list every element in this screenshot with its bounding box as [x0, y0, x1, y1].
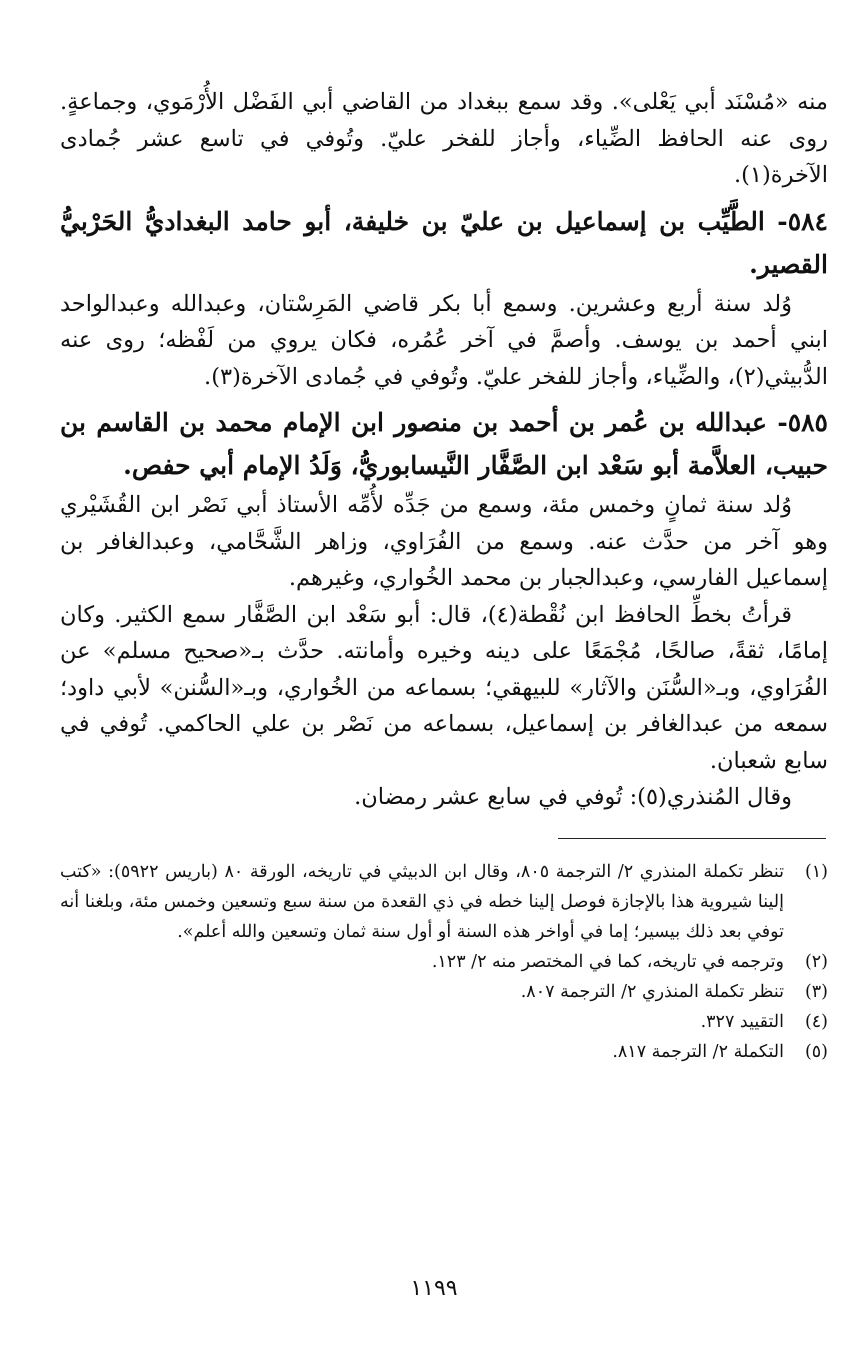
footnote-text: التقييد ٣٢٧. — [700, 1011, 784, 1032]
footnotes-section — [60, 857, 828, 1067]
paragraph-entry-585-body-2: قرأتُ بخطِّ الحافظ ابن نُقْطة(٤)، قال: أبو سَعْد ابن الصَّفَّار سمع الكثير. وكان إمامًا، ثقةً، صالحًا، مُجْمَعًا على دينه وخيره وأمانته. حدَّث بـ«صحيح مسلم» عن الفُرَاوي، وبـ«السُّنَن والآثار» للبيهقي؛ بسماعه من الخُواري، وبـ«السُّنن» لأبي داود؛ سمعه من عبدالغافر بن إسماعيل، بسماعه من نَصْر بن علي الحاكمي. تُوفي في سابع شعبان. — [60, 601, 828, 774]
footnote-number: (٤) — [804, 1011, 828, 1032]
footnote-number: (١) — [804, 861, 828, 882]
footnote-number: (٢) — [804, 951, 828, 972]
paragraph-entry-585-body-1: وُلد سنة ثمانٍ وخمس مئة، وسمع من جَدِّه لأُمِّه الأستاذ أبي نَصْر ابن القُشَيْري وهو آخر من حدَّث عنه. وسمع من الفُرَاوي، وزاهر الشَّحَّامي، وعبدالغافر بن إسماعيل الفارسي، وعبدالجبار بن محمد الخُواري، وغيرهم. — [60, 492, 828, 591]
entry-heading-584: ٥٨٤- الطَّيِّب بن إسماعيل بن عليّ بن خليفة، أبو حامد البغداديُّ الحَرْبيُّ القصير. — [60, 206, 828, 279]
footnote-number: (٣) — [804, 981, 828, 1002]
footnote-text: وترجمه في تاريخه، كما في المختصر منه ٢/ ١٢٣. — [431, 951, 784, 972]
footnote-divider — [558, 838, 826, 839]
footnote-5 — [60, 1037, 828, 1067]
paragraph-entry-585-body-3: وقال المُنذري(٥): تُوفي في سابع عشر رمضان. — [354, 784, 792, 810]
footnote-number: (٥) — [804, 1041, 828, 1062]
footnote-3 — [60, 977, 828, 1007]
paragraph-entry-583-end: منه «مُسْنَد أبي يَعْلى». وقد سمع ببغداد من القاضي أبي الفَضْل الأُرْمَوي، وجماعةٍ. روى عنه الحافظ الضِّياء، وأجاز للفخر عليّ. وتُوفي في تاسع عشر جُمادى الآخرة(١). — [60, 89, 828, 188]
footnote-1 — [60, 857, 828, 947]
entry-heading-585: ٥٨٥- عبدالله بن عُمر بن أحمد بن منصور ابن الإمام محمد بن القاسم بن حبيب، العلاَّمة أبو سَعْد ابن الصَّفَّار النَّيسابوريُّ، وَلَدُ الإمام أبي حفص. — [60, 408, 828, 480]
footnote-2 — [60, 947, 828, 977]
footnote-text: تنظر تكملة المنذري ٢/ الترجمة ٨٠٥، وقال ابن الدبيثي في تاريخه، الورقة ٨٠ (باريس ٥٩٢٢): «كتب إلينا شيروية هذا بالإجازة فوصل إلينا خطه في ذي القعدة من سنة سبع وتسعين وخمس مئة، وبلغنا أنه توفي بعد ذلك بيسير؛ إما في أواخر هذه السنة أو أول سنة ثمان وتسعين والله أعلم». — [60, 861, 784, 942]
paragraph-entry-584-body: وُلد سنة أربع وعشرين. وسمع أبا بكر قاضي المَرِسْتان، وعبدالله وعبدالواحد ابني أحمد بن يوسف. وأصمَّ في آخر عُمُره، فكان يروي من لَفْظه؛ روى عنه الدُّبيثي(٢)، والضِّياء، وأجاز للفخر عليّ. وتُوفي في جُمادى الآخرة(٣). — [60, 290, 828, 390]
footnote-text: التكملة ٢/ الترجمة ٨١٧. — [612, 1041, 784, 1062]
footnote-4 — [60, 1007, 828, 1037]
page-number: ١١٩٩ — [410, 1276, 458, 1301]
footnote-text: تنظر تكملة المنذري ٢/ الترجمة ٨٠٧. — [520, 981, 784, 1002]
